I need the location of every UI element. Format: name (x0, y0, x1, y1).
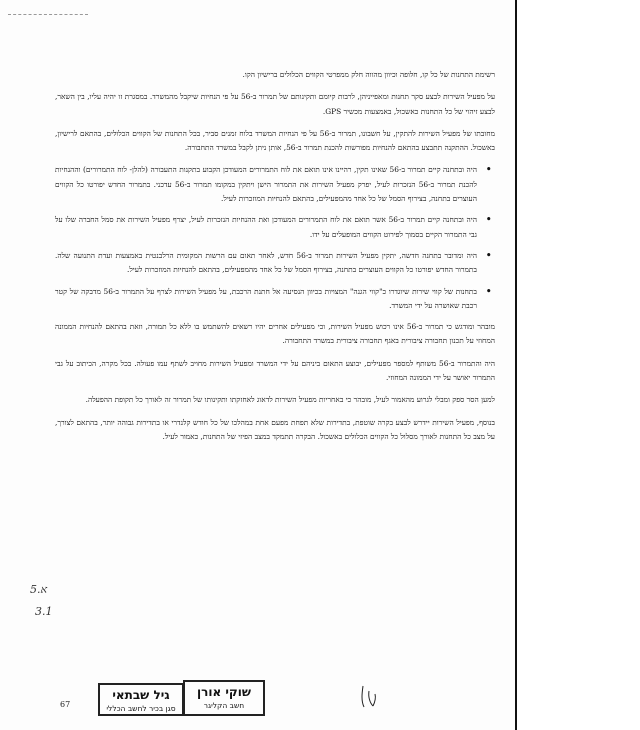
paragraph-shared-sign: היה והתמרור ב-56 משותף למספר מפעילים, יבוצע התאום ביניהם על ידי המשרד ומפעיל השירות מחויב לשתף עמו פעולה. בכל מקרה, הכיתוב על גבי התמרור יאושר על ידי הממונה המחוזי. (55, 358, 495, 383)
scan-header-mark (8, 14, 88, 16)
stamp-oren-role: חשב הקליגר (203, 701, 245, 710)
paragraph-maintenance: למען הסר ספק ומבלי לגרוע מהאמור לעיל, מובהר כי באחריות מפעיל השירות לדאוג לאחזקתו ותקינותו של תמרור זה לאורך כל תקופת ההפעלה. (85, 395, 495, 405)
paragraph-monthly-inspection: בנוסף, מפעיל השירות יידרש לבצע בקרה שוטפת, בתדירות שלא תפחת מפעם אחת במהלכו של כל חודש קלנדרי או בתדירות גבוהה יותר, בהתאם לצורך, על מצב כל התחנות לאורך מסלול כל הקווים הכלולים באשכול. הבקרה תתמקד במצב הפיזי של התחנות, כאמור לעיל. (55, 417, 495, 441)
stamp-shabtai (98, 683, 184, 716)
bullet-list (55, 163, 495, 313)
margin-note: 3.1 (35, 605, 53, 618)
page-number: 67 (60, 700, 71, 709)
margin-note: 5.א (30, 583, 48, 596)
stamp-oren-name: שוקי אורן (197, 685, 251, 699)
stamp-oren (183, 680, 265, 716)
bullet-item: • היה ומדובר בתחנה חדשה, יתקין מפעיל השירות תמרור ב-56 חדש, לאחר תאום עם הרשות המקומית הרלבנטית באמצעות ועדת התנועה שלה. בתמרור החדש יפורטו כל הקווים העוצרים בתחנה, בצירוף הסמל של כל אחד מהמפעילים, בהתאם להנחיות המוזכרות לעיל. (55, 249, 495, 278)
handwritten-signature (358, 684, 380, 710)
paragraph-sign-ownership: מובהר ומודגש כי תמרור ב-56 אינו רכוש מפעיל השירות, וכי מפעילים אחרים יהיו רשאים להשתמש בו ללא כל תמורה, וזאת בהתאם להנחיות הממונה המחוזי על תכנון תחבורה ציבורית באגף תחבורה ציבורית במשרד התחבורה. (55, 322, 496, 346)
bullet-item: • היה ובתחנה קיים תמרור ב-56 אשר תואם את לוח התמרורים המעודכן ואת ההנחיות הנזכרות לעיל, יצרף מפעיל השירות את סמל החברה שלו על גבי התמרור הקיים בסמוך לפירוט הקווים המופעלים על ידו. (55, 213, 495, 242)
paragraph-stations-list: רשימת התחנות של כל קו, חלופה וכיוון מהווה חלק ממפרטי הקווים הכלולים ברישיון הקו. (242, 70, 495, 79)
paragraph-sign-installation: מחובתו של מפעיל השירות להתקין, על חשבונו, תמרור ב-56 על פי הנחיות המשרד בלוח זמנים סביר, בכל התחנות של הקווים הכלולים, בהתאם לרישיון, באשכול. ההתקנה תתבצע בהתאם להנחיות מפורשות להכנת תמרור ב-56, אותן ניתן לקבל במשרד התחבורה. (55, 128, 495, 153)
stamp-shabtai-name: גיל שבתאי (112, 688, 170, 702)
paragraph-station-survey: על מפעיל השירות לבצע סקר תחנות ומאפייניהן, לרבות קיומם ותקינותם של תמרור ב-56 על פי הנחיות שיקבל מהמשרד. במסגרת זו יהיה עליו, בין השאר, לבצע זיהוי של כל התחנות כאשכול, באמצעות מכשיר GPS. (55, 92, 495, 116)
bullet-item: • בתחנות של קווי שירות שיוגדרו כ"קווי הגנה" המצויות בכיוון הנסיעה אל חתנת הרכבת, על מפעיל השירות לצרף על התמרור ב-56 מדבקה של קטר רכבת שאושרה על ידי המשרד. (55, 285, 495, 314)
document-body (55, 68, 495, 452)
bullet-item: • היה ובתחנה קיים תמרור ב-56 שאינו תקין, רהיינו אינו תואם את לוח התמרורים המעודכן הקבוע בתקנות התעבורה (להלן- לוח התמרורים) וההנחיות להכנת תמרור ב-56 הנזכרות לעיל, יפרק מפעיל השירות את התמרור הישן ויתקין במקומו תמרור ב-56 עדכני. בתמרור החדש יפורטו כל הקווים העוצרים בתחנה, בצירוף הסמל של כל אחד מהמפעילים, בהתאם להנחיות המוזכרות לעיל. (55, 163, 495, 206)
stamp-shabtai-role: סגן בכיר לחשב הכללי (106, 704, 176, 713)
